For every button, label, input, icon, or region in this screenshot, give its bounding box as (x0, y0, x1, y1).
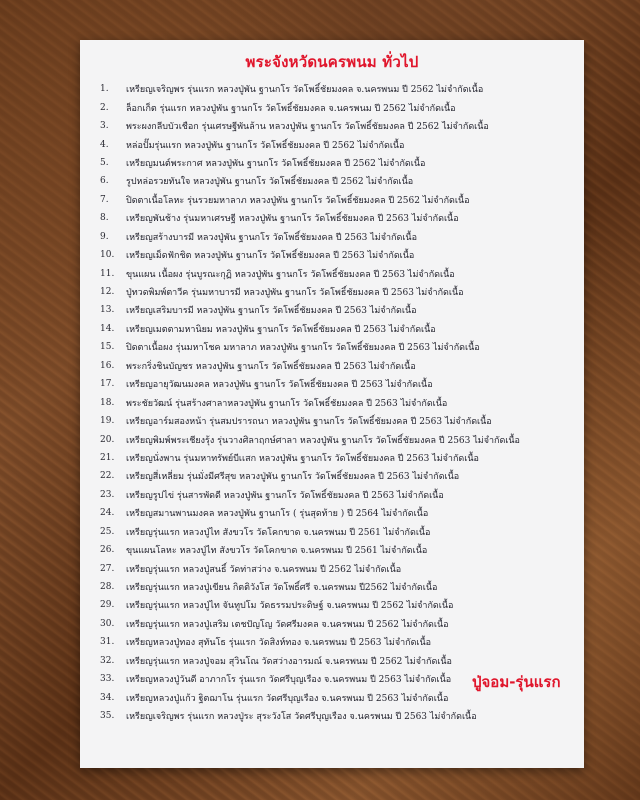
list-item (100, 172, 574, 190)
list-item (100, 596, 574, 614)
item-text: เหรียญรุ่นแรก หลวงปู่จอม สุวินโณ วัดสว่างอารมณ์ จ.นครพนม ปี 2562 ไม่จำกัดเนื้อ (126, 656, 452, 667)
item-number: 18. (100, 397, 115, 408)
item-number: 5. (100, 157, 109, 168)
list-item (100, 209, 574, 227)
item-number: 14. (100, 323, 115, 334)
list-item (100, 578, 574, 596)
item-list (100, 80, 574, 725)
item-number: 29. (100, 600, 115, 611)
item-text: หล่อปั๊มรุ่นแรก หลวงปู่พัน ฐานกโร วัดโพธิ์ชัยมงคล ปี 2562 ไม่จำกัดเนื้อ (126, 140, 405, 151)
item-text: เหรียญรุ่นแรก หลวงปู่ไท สังขวโร วัดโคกขาด จ.นครพนม ปี 2561 ไม่จำกัดเนื้อ (126, 527, 431, 538)
list-item (100, 633, 574, 651)
item-text: เหรียญพันช้าง รุ่นมหาเศรษฐี หลวงปู่พัน ฐานกโร วัดโพธิ์ชัยมงคล ปี 2563 ไม่จำกัดเนื้อ (126, 214, 459, 225)
list-item (100, 80, 574, 98)
item-number: 11. (100, 268, 115, 279)
item-number: 17. (100, 379, 115, 390)
list-item (100, 154, 574, 172)
item-number: 2. (100, 102, 109, 113)
paper-sheet (80, 40, 584, 768)
list-item (100, 486, 574, 504)
item-text: เหรียญนั่งพาน รุ่นมหาทรัพย์บีเเสก หลวงปู่พัน ฐานกโร วัดโพธิ์ชัยมงคล ปี 2563 ไม่จำกัดเนื้อ (126, 453, 479, 464)
item-text: เหรียญเสริมบารมี หลวงปู่พัน ฐานกโร วัดโพธิ์ชัยมงคล ปี 2563 ไม่จำกัดเนื้อ (126, 306, 417, 317)
list-item (100, 117, 574, 135)
item-text: รูปหล่อรวยทันใจ หลวงปู่พัน ฐานกโร วัดโพธิ์ชัยมงคล ปี 2562 ไม่จำกัดเนื้อ (126, 177, 414, 188)
handwritten-annotation: ปู่จอม-รุ่นแรก (472, 673, 561, 691)
item-number: 31. (100, 637, 115, 648)
item-text: เหรียญรุ่นแรก หลวงปู่สนธิ์ วัดท่าสว่าง จ.นครพนม ปี 2562 ไม่จำกัดเนื้อ (126, 564, 402, 575)
item-text: เหรียญเมตตามหานิยม หลวงปู่พัน ฐานกโร วัดโพธิ์ชัยมงคล ปี 2563 ไม่จำกัดเนื้อ (126, 324, 436, 335)
item-number: 20. (100, 434, 115, 445)
item-number: 10. (100, 250, 115, 261)
item-number: 22. (100, 471, 115, 482)
list-item (100, 467, 574, 485)
item-number: 23. (100, 489, 115, 500)
item-number: 35. (100, 711, 115, 722)
item-text: เหรียญเจริญพร รุ่นแรก หลวงปู่ระ สุระวังโส วัดศรีบุญเรือง จ.นครพนม ปี 2563 ไม่จำกัดเนื้อ (126, 712, 477, 723)
item-number: 26. (100, 545, 115, 556)
item-number: 34. (100, 692, 115, 703)
item-text: เหรียญสมานพานมงคล หลวงปู่พัน ฐานกโร ( รุ่นสุดท้าย ) ปี 2564 ไม่จำกัดเนื้อ (126, 509, 429, 520)
item-text: ปิดตาเนื้อผง รุ่นมหาโชค มหาลาภ หลวงปู่พัน ฐานกโร วัดโพธิ์ชัยมงคล ปี 2563 ไม่จำกัดเนื้อ (126, 343, 480, 354)
list-item (100, 338, 574, 356)
item-number: 33. (100, 674, 115, 685)
item-number: 6. (100, 176, 109, 187)
item-number: 9. (100, 231, 109, 242)
list-item (100, 652, 574, 670)
list-item (100, 301, 574, 319)
item-text: เหรียญรูปไข่ รุ่นสารพัดดี หลวงปู่พัน ฐานกโร วัดโพธิ์ชัยมงคล ปี 2563 ไม่จำกัดเนื้อ (126, 490, 444, 501)
list-item (100, 191, 574, 209)
item-number: 4. (100, 139, 109, 150)
list-item (100, 135, 574, 153)
item-text: เหรียญสี่เหลี่ยม รุ่นมั่งมีศรีสุข หลวงปู่พัน ฐานกโร วัดโพธิ์ชัยมงคล ปี 2563 ไม่จำกัดเนื้อ (126, 472, 460, 483)
item-number: 25. (100, 526, 115, 537)
list-item (100, 246, 574, 264)
list-item (100, 357, 574, 375)
item-number: 24. (100, 508, 115, 519)
item-number: 13. (100, 305, 115, 316)
item-text: ล็อกเก็ต รุ่นแรก หลวงปู่พัน ฐานกโร วัดโพธิ์ชัยมงคล จ.นครพนม ปี 2562 ไม่จำกัดเนื้อ (126, 103, 456, 114)
item-text: ปู่ทวดพิมพ์ตาวีค รุ่นมหาบารมี หลวงปู่พัน ฐานกโร วัดโพธิ์ชัยมงคล ปี 2563 ไม่จำกัดเนื้อ (126, 288, 464, 299)
item-number: 3. (100, 121, 109, 132)
item-text: ปิดตาเนื้อโลหะ รุ่นรวยมหาลาภ หลวงปู่พัน ฐานกโร วัดโพธิ์ชัยมงคล ปี 2562 ไม่จำกัดเนื้อ (126, 195, 470, 206)
page-title: พระจังหวัดนครพนม ทั่วไป (245, 53, 419, 71)
item-text: เหรียญเจริญพร รุ่นแรก หลวงปู่พัน ฐานกโร วัดโพธิ์ชัยมงคล จ.นครพนม ปี 2562 ไม่จำกัดเนื้อ (126, 85, 484, 96)
item-text: เหรียญสร้างบารมี หลวงปู่พัน ฐานกโร วัดโพธิ์ชัยมงคล ปี 2563 ไม่จำกัดเนื้อ (126, 232, 417, 243)
list-item (100, 375, 574, 393)
list-item (100, 283, 574, 301)
item-text: เหรียญรุ่นแรก หลวงปู่เขียน กิตติวังโส วัดโพธิ์ศรี จ.นครพนม ปี2562 ไม่จำกัดเนื้อ (126, 583, 438, 594)
item-number: 28. (100, 582, 115, 593)
item-text: ขุนแผนโลหะ หลวงปู่ไท สังขวโร วัดโคกขาด จ.นครพนม ปี 2561 ไม่จำกัดเนื้อ (126, 546, 428, 557)
list-item (100, 449, 574, 467)
list-item (100, 707, 574, 725)
list-item (100, 541, 574, 559)
item-number: 12. (100, 287, 115, 298)
list-item (100, 412, 574, 430)
item-number: 8. (100, 213, 109, 224)
list-item (100, 228, 574, 246)
item-text: เหรียญหลวงปู่ทอง สุทันโธ รุ่นแรก วัดสิงห์ทอง จ.นครพนม ปี 2563 ไม่จำกัดเนื้อ (126, 638, 432, 649)
item-number: 32. (100, 655, 115, 666)
item-number: 27. (100, 563, 115, 574)
item-text: เหรียญหลวงปู่แก้ว ฐิตฌาโน รุ่นแรก วัดศรีบุญเรือง จ.นครพนม ปี 2563 ไม่จำกัดเนื้อ (126, 693, 449, 704)
list-item (100, 320, 574, 338)
item-number: 30. (100, 618, 115, 629)
item-text: เหรียญพิมพ์พระเชียงรุ้ง รุ่นวางศิลาฤกษ์ศาลา หลวงปู่พัน ฐานกโร วัดโพธิ์ชัยมงคล ปี 2563 ไม่จำกัดเนื้อ (126, 435, 520, 446)
item-text: เหรียญอายุวัฒนมงคล หลวงปู่พัน ฐานกโร วัดโพธิ์ชัยมงคล ปี 2563 ไม่จำกัดเนื้อ (126, 380, 433, 391)
item-number: 15. (100, 342, 115, 353)
list-item (100, 430, 574, 448)
item-text: เหรียญเม็ดฟักชิต หลวงปู่พัน ฐานกโร วัดโพธิ์ชัยมงคล ปี 2563 ไม่จำกัดเนื้อ (126, 251, 415, 262)
item-text: เหรียญรุ่นแรก หลวงปู่ไท จันทูปโม วัดธรรมประดิษฐ์ จ.นครพนม ปี 2562 ไม่จำกัดเนื้อ (126, 601, 454, 612)
list-item (100, 504, 574, 522)
list-item (100, 98, 574, 116)
item-number: 19. (100, 416, 115, 427)
item-text: เหรียญหลวงปู่วันดี อาภากโร รุ่นแรก วัดศรีบุญเรือง จ.นครพนม ปี 2563 ไม่จำกัดเนื้อ (126, 675, 452, 686)
list-item (100, 523, 574, 541)
item-number: 21. (100, 452, 115, 463)
list-item (100, 264, 574, 282)
item-text: พระชัยวัฒน์ รุ่นสร้างศาลาหลวงปู่พัน ฐานกโร วัดโพธิ์ชัยมงคล ปี 2563 ไม่จำกัดเนื้อ (126, 398, 448, 409)
list-item (100, 615, 574, 633)
item-number: 1. (100, 84, 109, 95)
item-text: เหรียญอาร์มสองหน้า รุ่นสมปรารถนา หลวงปู่พัน ฐานกโร วัดโพธิ์ชัยมงคล ปี 2563 ไม่จำกัดเนื้อ (126, 417, 492, 428)
item-text: พระผงกลีบบัวเชือก รุ่นเศรษฐีพันล้าน หลวงปู่พัน ฐานกโร วัดโพธิ์ชัยมงคล ปี 2562 ไม่จำกัดเนื้อ (126, 122, 489, 133)
item-text: เหรียญมนต์พระกาศ หลวงปู่พัน ฐานกโร วัดโพธิ์ชัยมงคล ปี 2562 ไม่จำกัดเนื้อ (126, 158, 426, 169)
item-number: 16. (100, 360, 115, 371)
item-text: เหรียญรุ่นแรก หลวงปู่เสริม เตชปัญโญ วัดศรีมงคล จ.นครพนม ปี 2562 ไม่จำกัดเนื้อ (126, 619, 449, 630)
list-item (100, 393, 574, 411)
item-text: พระกริ่งชินบัญชร หลวงปู่พัน ฐานกโร วัดโพธิ์ชัยมงคล ปี 2563 ไม่จำกัดเนื้อ (126, 361, 416, 372)
list-item (100, 559, 574, 577)
item-text: ขุนแผน เนื้อผง รุ่นบูรณะกุฏิ หลวงปู่พัน ฐานกโร วัดโพธิ์ชัยมงคล ปี 2563 ไม่จำกัดเนื้อ (126, 269, 455, 280)
item-number: 7. (100, 194, 109, 205)
